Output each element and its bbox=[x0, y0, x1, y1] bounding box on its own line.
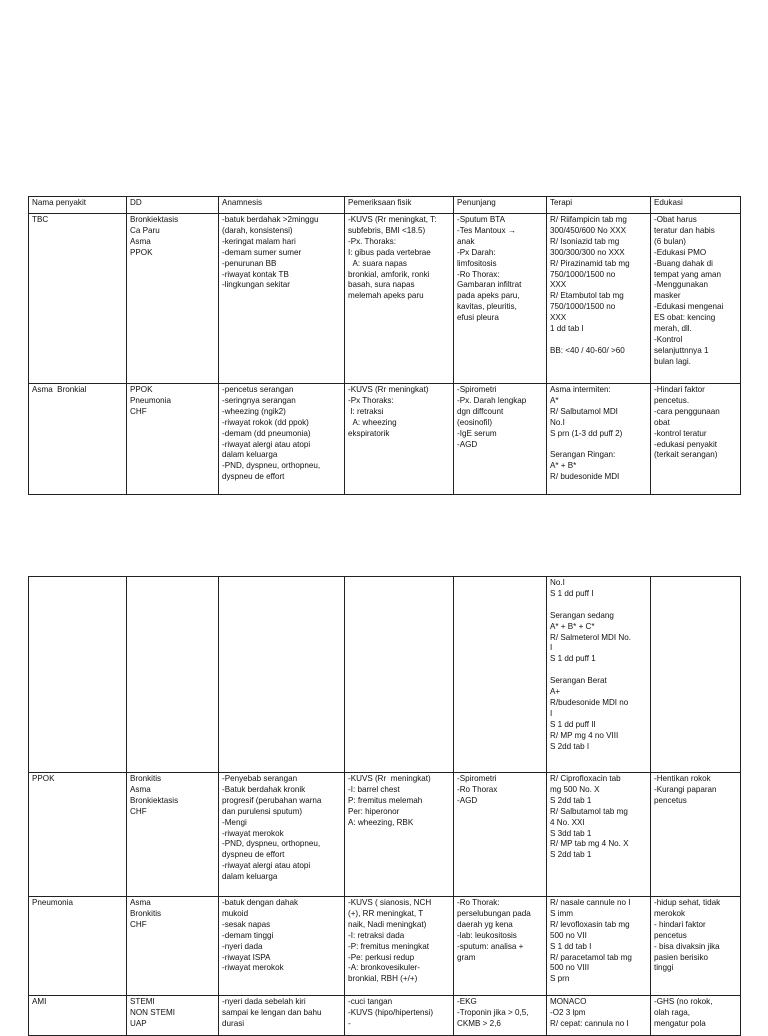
cell-edukasi: -Hindari faktor pencetus. -cara penggunaan obat -kontrol teratur -edukasi penyakit (terkait serangan) bbox=[651, 384, 741, 495]
cell-nama-penyakit: AMI bbox=[29, 996, 127, 1036]
cell-anamnesis: -batuk dengan dahak mukoid -sesak napas -demam tinggi -nyeri dada -riwayat ISPA -riwayat merokok bbox=[219, 897, 345, 996]
cell-dd: STEMI NON STEMI UAP bbox=[127, 996, 219, 1036]
cell-anamnesis: -nyeri dada sebelah kiri sampai ke lengan dan bahu durasi bbox=[219, 996, 345, 1036]
cell-edukasi bbox=[651, 577, 741, 773]
table-row bbox=[29, 773, 741, 897]
cell-anamnesis: -Penyebab serangan -Batuk berdahak kronik progresif (perubahan warna dan purulensi sputum) -Mengi -riwayat merokok -PND, dyspneu, orthopneu, dyspneu de effort -riwayat alergi atau atopi dalam keluarga bbox=[219, 773, 345, 897]
cell-pemeriksaan-fisik: -KUVS ( sianosis, NCH (+), RR meningkat, T naik, Nadi meningkat) -I: retraksi dada -P: fremitus meningkat -Pe: perkusi redup -A: bronkovesikuler- bronkial, RBH (+/+) bbox=[345, 897, 454, 996]
cell-nama-penyakit: Pneumonia bbox=[29, 897, 127, 996]
cell-pemeriksaan-fisik: -KUVS (Rr meningkat) -I: barrel chest P: fremitus melemah Per: hiperonor A: wheezing, RBK bbox=[345, 773, 454, 897]
cell-penunjang: -EKG -Troponin jika > 0,5, CKMB > 2,6 bbox=[454, 996, 547, 1036]
cell-edukasi: -Hentikan rokok -Kurangi paparan pencetus bbox=[651, 773, 741, 897]
cell-penunjang: -Spirometri -Px. Darah lengkap dgn diffcount (eosinofil) -IgE serum -AGD bbox=[454, 384, 547, 495]
table-row bbox=[29, 897, 741, 996]
cell-pemeriksaan-fisik: -cuci tangan -KUVS (hipo/hipertensi) - bbox=[345, 996, 454, 1036]
cell-dd: Asma Bronkitis CHF bbox=[127, 897, 219, 996]
cell-dd: Bronkiektasis Ca Paru Asma PPOK bbox=[127, 214, 219, 384]
cell-nama-penyakit: Asma Bronkial bbox=[29, 384, 127, 495]
cell-penunjang: -Spirometri -Ro Thorax -AGD bbox=[454, 773, 547, 897]
cell-pemeriksaan-fisik bbox=[345, 577, 454, 773]
cell-penunjang: -Sputum BTA -Tes Mantoux → anak -Px Darah: limfositosis -Ro Thorax: Gambaran infiltrat pada apeks paru, kavitas, pleuritis, efusi pleura bbox=[454, 214, 547, 384]
cell-dd: PPOK Pneumonia CHF bbox=[127, 384, 219, 495]
cell-edukasi: -GHS (no rokok, olah raga, mengatur pola bbox=[651, 996, 741, 1036]
cell-terapi: No.I S 1 dd puff I Serangan sedang A* + B* + C* R/ Salmeterol MDI No. I S 1 dd puff 1 Serangan Berat A+ R/budesonide MDI no I S 1 dd puff II R/ MP mg 4 no VIII S 2dd tab I bbox=[547, 577, 651, 773]
cell-anamnesis: -batuk berdahak >2minggu (darah, konsistensi) -keringat malam hari -demam sumer sumer -penurunan BB -riwayat kontak TB -lingkungan sekitar bbox=[219, 214, 345, 384]
table-header-row bbox=[29, 197, 741, 214]
cell-edukasi: -Obat harus teratur dan habis (6 bulan) -Edukasi PMO -Buang dahak di tempat yang aman -Menggunakan masker -Edukasi mengenai ES obat: kencing merah, dll. -Kontrol selanjuttnnya 1 bulan lagi. bbox=[651, 214, 741, 384]
cell-terapi: Asma intermiten: A* R/ Salbutamol MDI No.I S prn (1-3 dd puff 2) Serangan Ringan: A* + B* R/ budesonide MDI bbox=[547, 384, 651, 495]
diagnosis-table-2 bbox=[28, 576, 741, 1036]
cell-anamnesis: -pencetus serangan -seringnya serangan -wheezing (ngik2) -riwayat rokok (dd ppok) -demam (dd pneumonia) -riwayat alergi atau atopi dalam keluarga -PND, dyspneu, orthopneu, dyspneu de effort bbox=[219, 384, 345, 495]
header-edukasi: Edukasi bbox=[651, 197, 741, 214]
header-pemeriksaan-fisik: Pemeriksaan fisik bbox=[345, 197, 454, 214]
header-dd: DD bbox=[127, 197, 219, 214]
header-terapi: Terapi bbox=[547, 197, 651, 214]
cell-nama-penyakit: PPOK bbox=[29, 773, 127, 897]
table-row bbox=[29, 384, 741, 495]
cell-nama-penyakit bbox=[29, 577, 127, 773]
header-anamnesis: Anamnesis bbox=[219, 197, 345, 214]
cell-terapi: MONACO -O2 3 lpm R/ cepat: cannula no I bbox=[547, 996, 651, 1036]
cell-penunjang: -Ro Thorak: perselubungan pada daerah yg kena -lab: leukositosis -sputum: analisa + gram bbox=[454, 897, 547, 996]
cell-terapi: R/ Ciprofloxacin tab mg 500 No. X S 2dd tab 1 R/ Salbutamol tab mg 4 No. XXI S 3dd tab 1 R/ MP tab mg 4 No. X S 2dd tab 1 bbox=[547, 773, 651, 897]
cell-terapi: R/ Riifampicin tab mg 300/450/600 No XXX R/ Isoniazid tab mg 300/300/300 no XXX R/ Pirazinamid tab mg 750/1000/1500 no XXX R/ Etambutol tab mg 750/1000/1500 no XXX 1 dd tab I BB: <40 / 40-60/ >60 bbox=[547, 214, 651, 384]
table-row bbox=[29, 214, 741, 384]
cell-pemeriksaan-fisik: -KUVS (Rr meningkat) -Px Thoraks: I: retraksi A: wheezing ekspiratorik bbox=[345, 384, 454, 495]
cell-dd: Bronkitis Asma Bronkiektasis CHF bbox=[127, 773, 219, 897]
header-nama-penyakit: Nama penyakit bbox=[29, 197, 127, 214]
table-row bbox=[29, 577, 741, 773]
cell-nama-penyakit: TBC bbox=[29, 214, 127, 384]
cell-penunjang bbox=[454, 577, 547, 773]
cell-dd bbox=[127, 577, 219, 773]
header-penunjang: Penunjang bbox=[454, 197, 547, 214]
table-row bbox=[29, 996, 741, 1036]
cell-anamnesis bbox=[219, 577, 345, 773]
cell-edukasi: -hidup sehat, tidak merokok - hindari faktor pencetus - bisa divaksin jika pasien berisiko tinggi bbox=[651, 897, 741, 996]
cell-terapi: R/ nasale cannule no I S imm R/ levofloxasin tab mg 500 no VII S 1 dd tab I R/ paracetamol tab mg 500 no VIII S prn bbox=[547, 897, 651, 996]
diagnosis-table-1 bbox=[28, 196, 741, 495]
cell-pemeriksaan-fisik: -KUVS (Rr meningkat, T: subfebris, BMI <18.5) -Px. Thoraks: I: gibus pada vertebrae A: suara napas bronkial, amforik, ronki basah, sura napas melemah apeks paru bbox=[345, 214, 454, 384]
